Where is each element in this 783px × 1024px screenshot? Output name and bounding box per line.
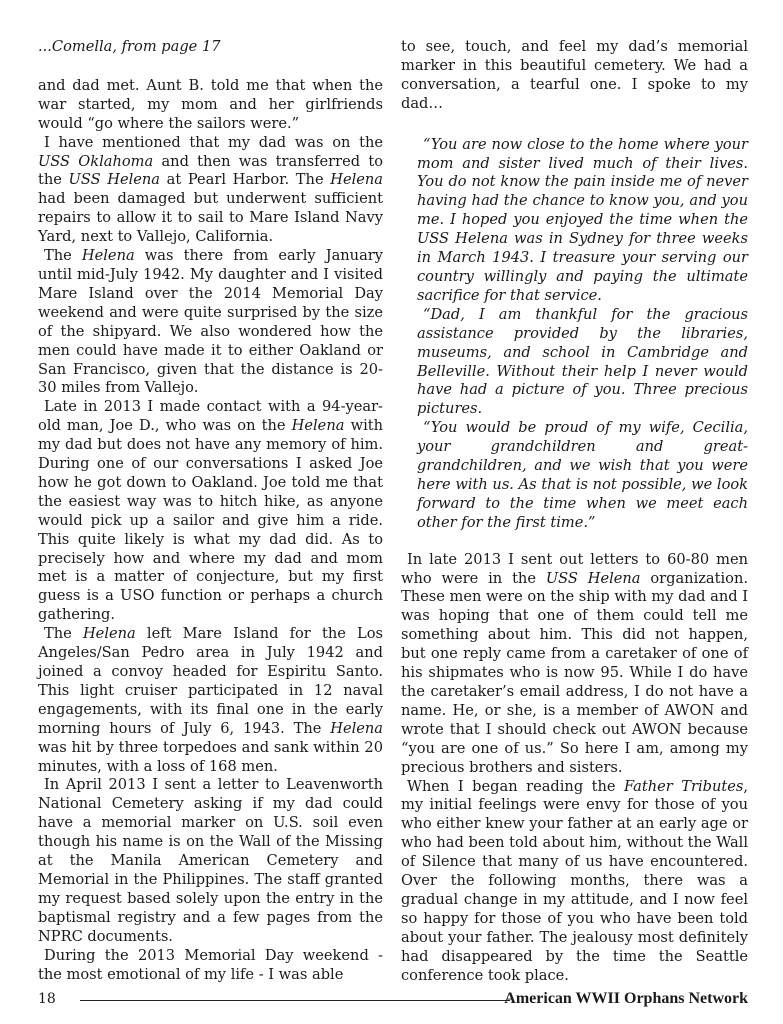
paragraph: Late in 2013 I made contact with a 94-year-old man, Joe D., who was on the Helena with my dad but does not have any memory of him. During one of our conversations I asked Joe how he got down to Oakland. Joe told me that the easiest way was to hitch hike, as anyone would pick up a sailor and give him a ride. This quite likely is what my dad did. As to precisely how and where my dad and mom met is a matter of conjecture, but my first guess is a USO function or perhaps a church gathering. bbox=[38, 398, 383, 624]
paragraph: The Helena left Mare Island for the Los Angeles/San Pedro area in July 1942 and joined a convoy headed for Espiritu Santo. This light cruiser participated in 12 naval engagements, with its final one in the early morning hours of July 6, 1943. The Helena was hit by three torpedoes and sank within 20 minutes, with a loss of 168 men. bbox=[38, 625, 383, 775]
paragraph: to see, touch, and feel my dad’s memorial marker in this beautiful cemetery. We had a conversation, a tearful one. I spoke to my dad… bbox=[401, 38, 748, 112]
ship-name: Helena bbox=[82, 625, 136, 643]
ship-name: USS Helena bbox=[545, 569, 641, 587]
quote-paragraph: “Dad, I am thankful for the gracious assistance provided by the libraries, museums, and school in Cambridge and Belleville. Without their help I never would have had a picture of you. Three precious pictures. bbox=[417, 305, 748, 418]
quoted-letter bbox=[417, 136, 748, 533]
paragraph: and dad met. Aunt B. told me that when the war started, my mom and her girlfriends would “go where the sailors were.” bbox=[38, 76, 383, 132]
publication-name: American WWII Orphans Network bbox=[504, 990, 748, 1007]
ship-name: Helena bbox=[291, 417, 345, 435]
ship-name: USS Oklahoma bbox=[38, 152, 154, 170]
continuation-header: ...Comella, from page 17 bbox=[38, 38, 221, 55]
ship-name: Helena bbox=[81, 247, 135, 265]
ship-name: USS Helena bbox=[68, 171, 160, 189]
page-number: 18 bbox=[38, 991, 56, 1007]
quote-paragraph: “You are now close to the home where your mom and sister lived much of their lives. You do not know the pain inside me of never having had the chance to know you, and you me. I hoped you enjoyed the time when the USS Helena was in Sydney for three weeks in March 1943. I treasure your serving our country willingly and paying the ultimate sacrifice for that service. bbox=[417, 135, 748, 304]
ship-name: Helena bbox=[330, 719, 383, 737]
paragraph: The Helena was there from early January until mid-July 1942. My daughter and I visited Mare Island over the 2014 Memorial Day weekend and were quite surprised by the size of the shipyard. We also wondered how the men could have made it to either Oakland or San Francisco, given that the distance is 20-30 miles from Vallejo. bbox=[38, 247, 383, 397]
paragraph: In April 2013 I sent a letter to Leavenworth National Cemetery asking if my dad could have a memorial marker on U.S. soil even though his name is on the Wall of the Missing at the Manila American Cemetery and Memorial in the Philippines. The staff granted my request based solely upon the entry in the baptismal registry and a few pages from the NPRC documents. bbox=[38, 776, 383, 945]
spacer bbox=[401, 114, 748, 136]
publication-title: Father Tributes bbox=[624, 777, 744, 795]
quote-paragraph: “You would be proud of my wife, Cecilia, your grandchildren and great-grandchildren, and we wish that you were here with us. As that is not possible, we look forward to the time when we meet each other for the first time.” bbox=[417, 419, 748, 531]
footer-divider bbox=[80, 1000, 510, 1001]
ship-name: Helena bbox=[330, 171, 383, 189]
paragraph: I have mentioned that my dad was on the USS Oklahoma and then was transferred to the USS Helena at Pearl Harbor. The Helena had been damaged but underwent sufficient repairs to allow it to sail to Mare Island Navy Yard, next to Vallejo, California. bbox=[38, 133, 383, 246]
paragraph: During the 2013 Memorial Day weekend - the most emotional of my life - I was able bbox=[38, 946, 383, 983]
paragraph: In late 2013 I sent out letters to 60-80 men who were in the USS Helena organization. These men were on the ship with my dad and I was hoping that one of them could tell me something about him. This did not happen, but one reply came from a caretaker of one of his shipmates who is now 95. While I do have the caretaker’s email address, I do not have a name. He, or she, is a member of AWON and wrote that I should check out AWON because “you are one of us.” So here I am, among my precious brothers and sisters. bbox=[401, 550, 748, 776]
spacer bbox=[401, 533, 748, 551]
right-column bbox=[401, 38, 748, 986]
page-footer bbox=[38, 990, 748, 1010]
left-column bbox=[38, 38, 383, 984]
paragraph: When I began reading the Father Tributes, my initial feelings were envy for those of you who either knew your father at an early age or who had been told about him, without the Wall of Silence that many of us have encountered. Over the following months, there was a gradual change in my attitude, and I now feel so happy for those of you who have been told about your father. The jealousy most definitely had disappeared by the time the Seattle conference took place. bbox=[401, 777, 748, 984]
